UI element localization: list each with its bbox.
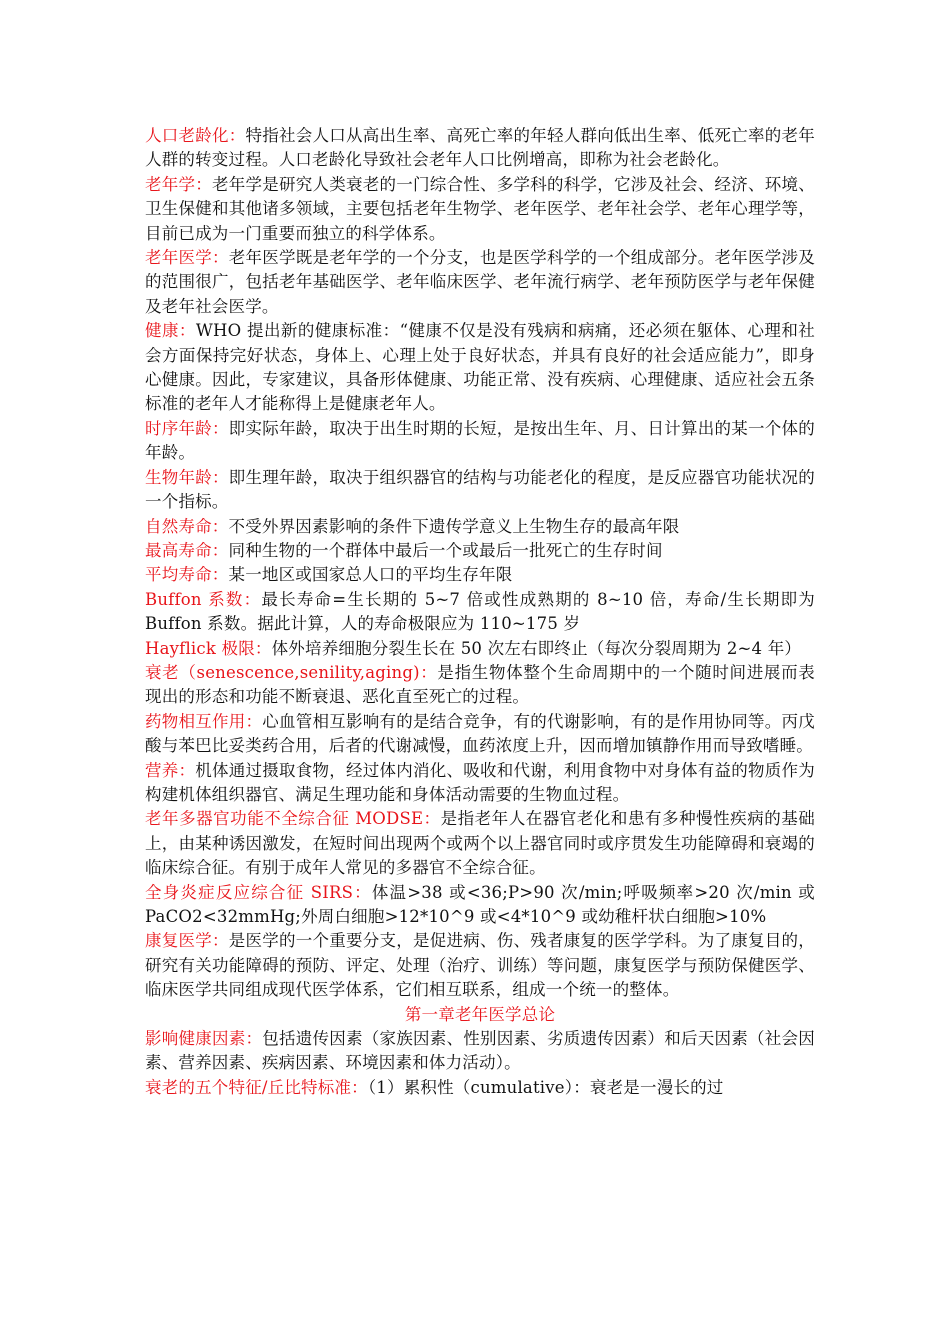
entry-text: 是医学的一个重要分支，是促进病、伤、残者康复的医学学科。为了康复目的，研究有关功能障碍的预防、评定、处理（治疗、训练）等问题，康复医学与预防保健医学、临床医学共同组成现代医学体系，它们相互联系，组成一个统一的整体。 — [145, 931, 816, 1000]
entry-rehabilitation-medicine — [145, 929, 815, 1002]
entry-text: WHO 提出新的健康标准：“健康不仅是没有残病和病痛，还必须在躯体、心理和社会方面保持完好状态，身体上、心理上处于良好状态，并具有良好的社会适应能力”，即身心健康。因此，专家建议，具备形体健康、功能正常、没有疾病、心理健康、适应社会五条标准的老年人才能称得上是健康老年人。 — [145, 321, 816, 414]
entry-text: 机体通过摄取食物，经过体内消化、吸收和代谢，利用食物中对身体有益的物质作为构建机体组织器官、满足生理功能和身体活动需要的生物血过程。 — [145, 760, 815, 804]
entry-chronological-age — [145, 417, 815, 466]
document-content — [145, 124, 815, 1100]
entry-average-lifespan — [145, 563, 815, 587]
entry-gerontology — [145, 173, 815, 246]
entry-term: 药物相互作用： — [145, 711, 263, 731]
entry-text: 是指老年人在器官老化和患有多种慢性疾病的基础上，由某种诱因激发，在短时间出现两个或两个以上器官同时或序贯发生功能障碍和衰竭的临床综合征。有别于成年人常见的多器官不全综合征。 — [145, 809, 816, 878]
entry-term: 康复医学： — [145, 931, 229, 951]
entry-text: 体温>38 或<36;P>90 次/min;呼吸频率>20 次/min 或 PaCO2<32mmHg;外周白细胞>12*10^9 或<4*10^9 或幼稚杆状白细胞>10% — [145, 882, 815, 926]
entry-term: 时序年龄： — [145, 418, 229, 438]
entry-term: 衰老（senescence,senility,aging)： — [145, 662, 438, 682]
entry-term: 影响健康因素： — [145, 1029, 263, 1049]
entry-term: 生物年龄： — [145, 467, 229, 487]
entry-geriatric-medicine — [145, 246, 815, 319]
entry-term: 老年医学： — [145, 248, 229, 268]
entry-text: 心血管相互影响有的是结合竞争，有的代谢影响，有的是作用协同等。丙戊酸与苯巴比妥类药合用，后者的代谢减慢，血药浓度上升，因而增加镇静作用而导致嗜睡。 — [145, 711, 815, 756]
entry-text: 是指生物体整个生命周期中的一个随时间进展而表现出的形态和功能不断衰退、恶化直至死亡的过程。 — [145, 662, 815, 707]
entry-text: 最长寿命=生长期的 5~7 倍或性成熟期的 8~10 倍，寿命/生长期即为 Buffon 系数。据此计算，人的寿命极限应为 110~175 岁 — [145, 589, 815, 634]
entry-aging-characteristics — [145, 1076, 815, 1100]
entry-maximum-lifespan — [145, 539, 815, 563]
entry-text: 老年学是研究人类衰老的一门综合性、多学科的科学，它涉及社会、经济、环境、卫生保健和其他诸多领域，主要包括老年生物学、老年医学、老年社会学、老年心理学等，目前已成为一门重要而独立的科学体系。 — [145, 174, 815, 243]
entry-text: 老年医学既是老年学的一个分支，也是医学科学的一个组成部分。老年医学涉及的范围很广，包括老年基础医学、老年临床医学、老年流行病学、老年预防医学与老年保健及老年社会医学。 — [145, 248, 816, 316]
chapter-heading: 第一章老年医学总论 — [404, 1004, 556, 1024]
entry-term: 人口老龄化： — [145, 126, 246, 145]
entry-text: 某一地区或国家总人口的平均生存年限 — [228, 565, 513, 585]
entry-term: Buffon 系数： — [145, 589, 262, 609]
entry-text: 即生理年龄，取决于组织器官的结构与功能老化的程度，是反应器官功能状况的一个指标。 — [145, 467, 816, 512]
entry-term: 平均寿命： — [145, 565, 229, 585]
entry-term: 健康： — [145, 321, 196, 341]
entry-natural-lifespan — [145, 515, 815, 539]
entry-senescence — [145, 661, 815, 710]
entry-term: 全身炎症反应综合征 SIRS： — [145, 882, 372, 902]
entry-term: 营养： — [145, 760, 196, 780]
entry-hayflick-limit — [145, 637, 815, 661]
entry-health — [145, 319, 815, 417]
entry-drug-interaction — [145, 710, 815, 759]
entry-modse — [145, 807, 815, 880]
entry-sirs — [145, 881, 815, 930]
entry-text: 特指社会人口从高出生率、高死亡率的年轻人群向低出生率、低死亡率的老年人群的转变过程。人口老龄化导致社会老年人口比例增高，即称为社会老龄化。 — [145, 126, 815, 170]
entry-text: （1）累积性（cumulative）：衰老是一漫长的过 — [367, 1077, 724, 1097]
entry-term: 最高寿命： — [145, 540, 229, 560]
entry-nutrition — [145, 759, 815, 808]
entry-text: 包括遗传因素（家族因素、性别因素、劣质遗传因素）和后天因素（社会因素、营养因素、疾病因素、环境因素和体力活动）。 — [145, 1029, 815, 1073]
entry-term: 衰老的五个特征/丘比特标准： — [145, 1077, 368, 1097]
entry-term: 自然寿命： — [145, 516, 229, 536]
entry-term: Hayflick 极限： — [145, 638, 272, 658]
entry-buffon-coefficient — [145, 588, 815, 637]
entry-text: 体外培养细胞分裂生长在 50 次左右即终止（每次分裂周期为 2~4 年） — [271, 638, 802, 658]
entry-term: 老年多器官功能不全综合征 MODSE： — [145, 809, 441, 829]
entry-text: 同种生物的一个群体中最后一个或最后一批死亡的生存时间 — [228, 540, 663, 560]
entry-biological-age — [145, 466, 815, 515]
entry-health-factors — [145, 1027, 815, 1076]
entry-text: 即实际年龄，取决于出生时期的长短，是按出生年、月、日计算出的某一个体的年龄。 — [145, 418, 816, 463]
entry-population-aging — [145, 124, 815, 173]
entry-term: 老年学： — [145, 174, 213, 194]
entry-text: 不受外界因素影响的条件下遗传学意义上生物生存的最高年限 — [228, 516, 680, 536]
